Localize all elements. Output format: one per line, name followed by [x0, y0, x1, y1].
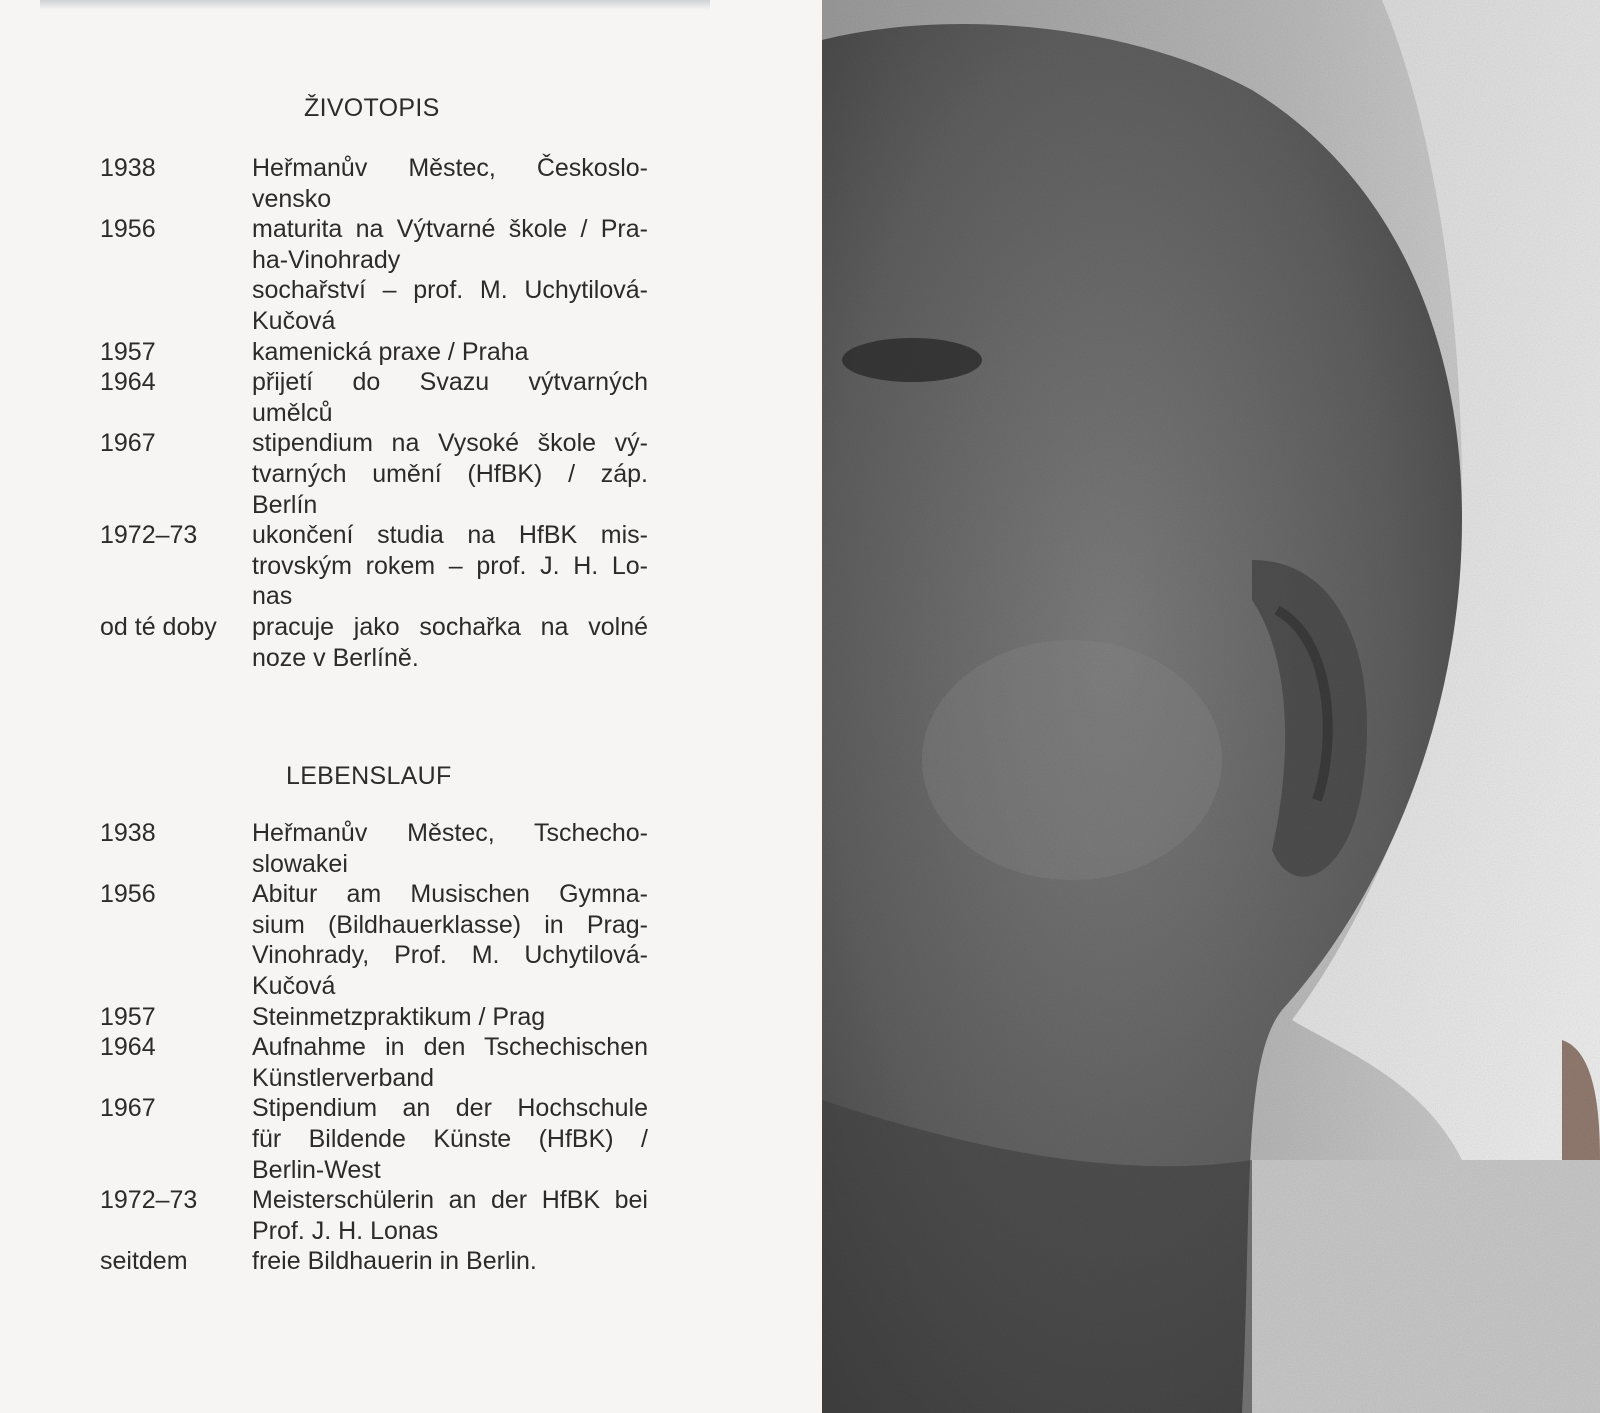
entry-text-line: Abitur am Musischen Gymna- [252, 880, 648, 909]
entry-year: seitdem [100, 1247, 188, 1276]
entry-year: 1967 [100, 1094, 156, 1123]
entry-year: 1964 [100, 1033, 156, 1062]
entry-text-line: vensko [252, 184, 332, 213]
entry-year: 1972–73 [100, 1186, 198, 1215]
entry-text-line: freie Bildhauerin in Berlin. [252, 1247, 537, 1276]
entry-text-line: Stipendium an der Hochschule [252, 1094, 648, 1123]
entry-year: 1938 [100, 819, 156, 847]
entry-text-line: kamenická praxe / Praha [252, 337, 529, 366]
entry-text-line: maturita na Výtvarné škole / Pra- [252, 215, 648, 244]
entry-text-line: nas [252, 582, 293, 611]
entry-text-line: Kučová [252, 971, 336, 1000]
entry-text-line: tvarných umění (HfBK) / záp. [252, 459, 648, 488]
entry-text-line: Aufnahme in den Tschechischen [252, 1033, 648, 1062]
german-heading: LEBENSLAUF [286, 762, 452, 790]
entry-year: 1957 [100, 1002, 156, 1031]
entry-text-line: trovským rokem – prof. J. H. Lo- [252, 551, 648, 580]
portrait-photo [822, 0, 1600, 1413]
entry-text-line: ukončení studia na HfBK mis- [252, 521, 648, 550]
entry-text-line: stipendium na Vysoké škole vý- [252, 429, 648, 458]
entry-year: od té doby [100, 613, 217, 641]
entry-text-line: umělců [252, 398, 333, 427]
entry-year: 1957 [100, 337, 156, 366]
entry-text-line: ha-Vinohrady [252, 245, 401, 274]
entry-year: 1964 [100, 368, 156, 397]
entry-text-line: Prof. J. H. Lonas [252, 1216, 439, 1245]
entry-year: 1967 [100, 429, 156, 458]
entry-text-line: sochařství – prof. M. Uchytilová- [252, 276, 648, 305]
entry-year: 1938 [100, 154, 156, 182]
entry-year: 1972–73 [100, 521, 198, 550]
czech-heading: ŽIVOTOPIS [304, 94, 440, 122]
entry-text-line: noze v Berlíně. [252, 643, 419, 672]
entry-text-line: Vinohrady, Prof. M. Uchytilová- [252, 941, 648, 970]
entry-text-line: pracuje jako sochařka na volné [252, 613, 648, 641]
entry-year: 1956 [100, 880, 156, 909]
entry-text-line: für Bildende Künste (HfBK) / [252, 1124, 648, 1153]
entry-text-line: Steinmetzpraktikum / Prag [252, 1002, 546, 1031]
entry-text-line: Berlín [252, 490, 318, 519]
entry-text-line: přijetí do Svazu výtvarných [252, 368, 648, 397]
entry-text-line: Heřmanův Městec, Českoslo- [252, 154, 648, 182]
entry-text-line: Kučová [252, 306, 336, 335]
entry-text-line: Berlin-West [252, 1155, 381, 1184]
entry-text-line: slowakei [252, 849, 348, 878]
entry-text-line: sium (Bildhauerklasse) in Prag- [252, 910, 648, 939]
entry-text-line: Künstlerverband [252, 1063, 435, 1092]
entry-text-line: Heřmanův Městec, Tschecho- [252, 819, 648, 847]
entry-text-line: Meisterschülerin an der HfBK bei [252, 1186, 648, 1215]
entry-year: 1956 [100, 215, 156, 244]
page-edge-shadow [40, 0, 710, 10]
portrait-image [822, 0, 1600, 1413]
